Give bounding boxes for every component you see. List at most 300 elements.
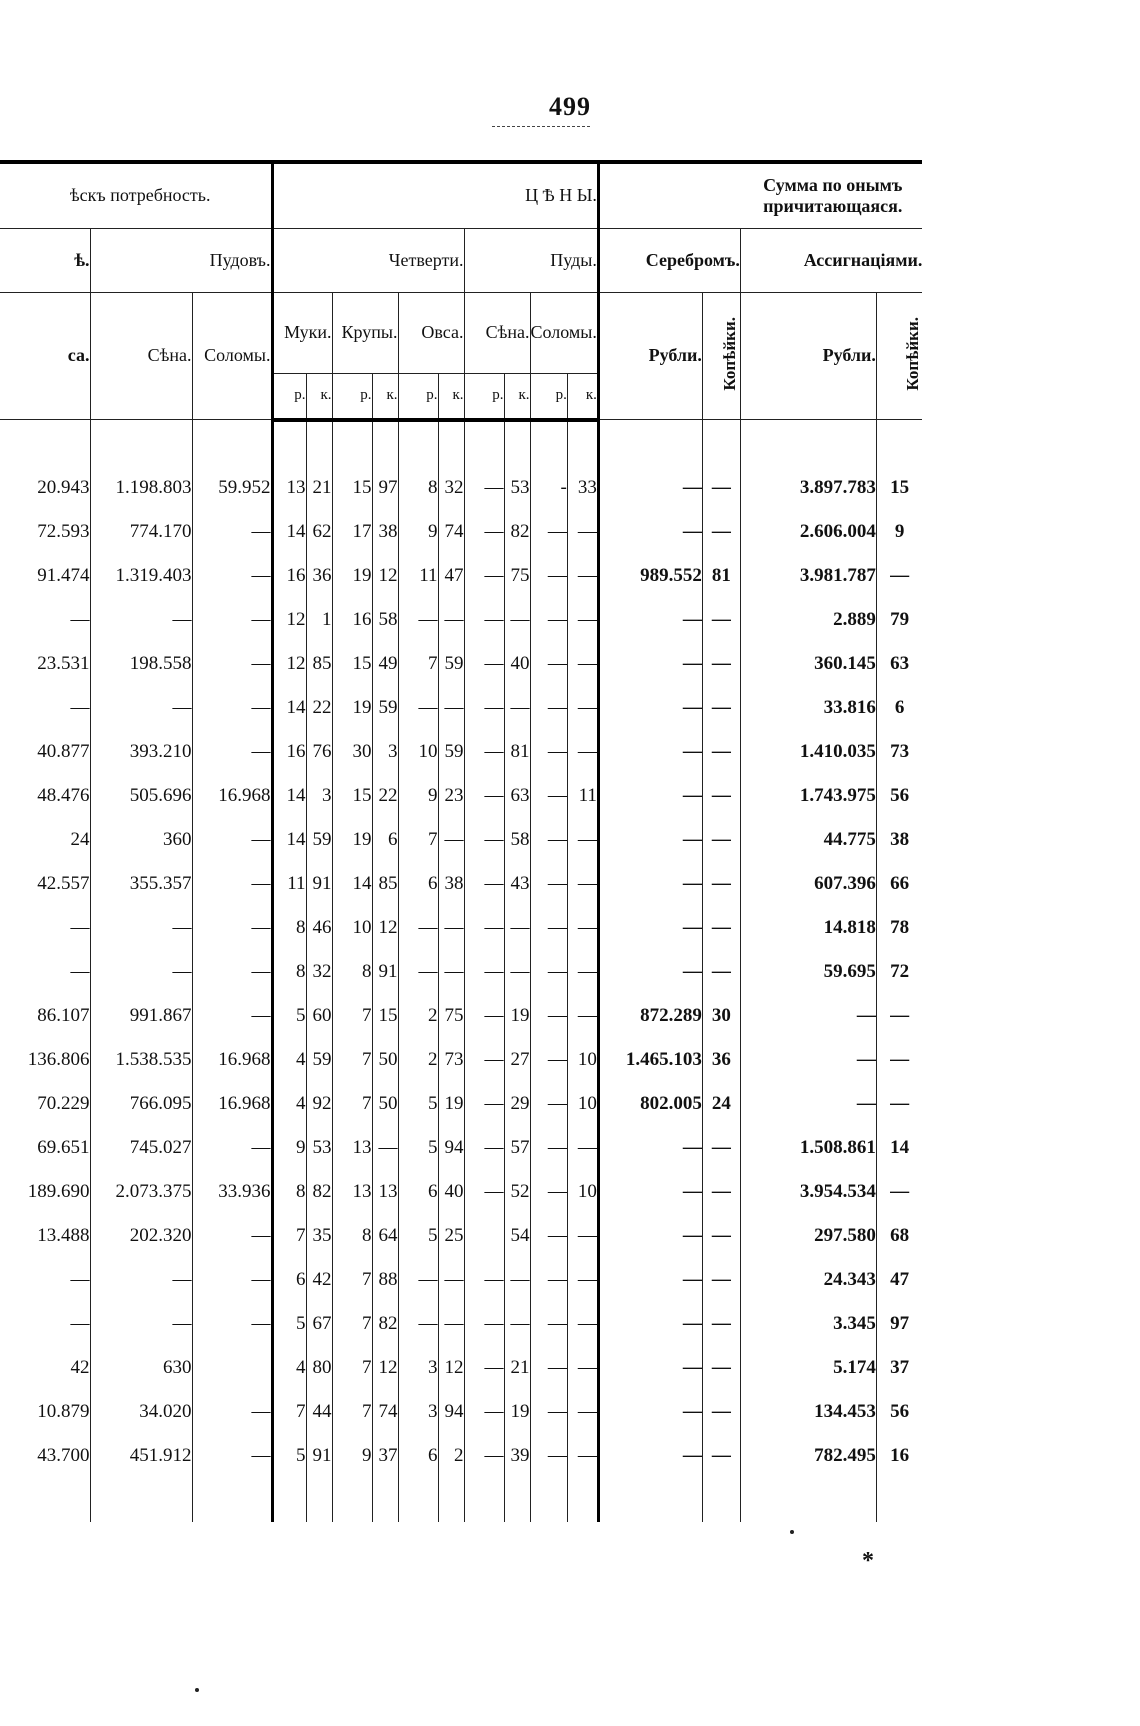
table-row (0, 730, 922, 774)
print-speck (790, 1530, 794, 1534)
cell-kr: 17 (332, 510, 372, 554)
cell-ser_k: — (702, 1258, 740, 1302)
cell-mk: 67 (306, 1302, 332, 1346)
cell-c1: 23.531 (37, 652, 90, 674)
cell-ok: 32 (438, 466, 464, 510)
cell-as_k: 38 (876, 818, 922, 862)
cell-or: 7 (398, 642, 438, 686)
rk-k: к. (372, 373, 398, 420)
header-sum: Сумма по онымъ причитающаяся. (598, 162, 922, 228)
cell-mr: 9 (272, 1126, 306, 1170)
cell-c3: — (192, 818, 272, 862)
cell-c3: — (192, 642, 272, 686)
cell-sk: 82 (504, 510, 530, 554)
table-row (0, 818, 922, 862)
table-row (0, 950, 922, 994)
rk-r: р. (530, 373, 567, 420)
cell-kr: 14 (332, 862, 372, 906)
cell-kr: 16 (332, 598, 372, 642)
cell-sr: — (464, 774, 504, 818)
cell-ser_k: 24 (702, 1082, 740, 1126)
cell-c1: 69.651 (37, 1136, 90, 1158)
cell-as_k: 9 (876, 510, 922, 554)
cell-or: 10 (398, 730, 438, 774)
cell-mk: 82 (306, 1170, 332, 1214)
cell-as_k: — (876, 1038, 922, 1082)
cell-mr: 8 (272, 906, 306, 950)
cell-mk: 85 (306, 642, 332, 686)
cell-mr: 14 (272, 774, 306, 818)
cell-as_k: 79 (876, 598, 922, 642)
cell-as_k: — (876, 1170, 922, 1214)
rk-k: к. (438, 373, 464, 420)
table-row (0, 906, 922, 950)
cell-kk: — (372, 1126, 398, 1170)
cell-ok: 19 (438, 1082, 464, 1126)
cell-lr: — (530, 1214, 567, 1258)
cell-mr: 16 (272, 730, 306, 774)
cell-lr: — (530, 554, 567, 598)
cell-kk: 6 (372, 818, 398, 862)
cell-lr: — (530, 950, 567, 994)
cell-c3: — (192, 1434, 272, 1478)
cell-or: 2 (398, 994, 438, 1038)
cell-sr: — (464, 642, 504, 686)
cell-mk: 21 (306, 466, 332, 510)
cell-lr: — (530, 862, 567, 906)
cell-or: — (398, 1302, 438, 1346)
cell-c2: 451.912 (90, 1434, 192, 1478)
cell-or: 6 (398, 1170, 438, 1214)
cell-c3: 16.968 (192, 1038, 272, 1082)
cell-ok: 75 (438, 994, 464, 1038)
cell-ok: — (438, 598, 464, 642)
rk-k: к. (306, 373, 332, 420)
header-sub-left: ѣ. (0, 228, 90, 292)
cell-as_r: 2.606.004 (740, 510, 876, 554)
cell-lr: — (530, 906, 567, 950)
cell-ser_k: — (702, 1434, 740, 1478)
cell-c3: — (192, 1214, 272, 1258)
cell-kk: 12 (372, 906, 398, 950)
cell-lr: — (530, 598, 567, 642)
cell-mr: 12 (272, 598, 306, 642)
header-assignatsii: Ассигнаціями. (740, 228, 922, 292)
cell-c1: 24 (70, 828, 90, 850)
cell-or: 2 (398, 1038, 438, 1082)
cell-c3: 16.968 (192, 1082, 272, 1126)
cell-mk: 1 (306, 598, 332, 642)
cell-c1: 48.476 (37, 784, 90, 806)
cell-kr: 8 (332, 1214, 372, 1258)
cell-as_r: 3.345 (740, 1302, 876, 1346)
cell-mk: 22 (306, 686, 332, 730)
cell-ser_r: — (598, 466, 702, 510)
cell-ok: 12 (438, 1346, 464, 1390)
cell-lk: — (567, 1258, 598, 1302)
cell-c3: — (192, 1302, 272, 1346)
cell-ok: 40 (438, 1170, 464, 1214)
cell-sk: 19 (504, 994, 530, 1038)
cell-kr: 13 (332, 1170, 372, 1214)
cell-ser_r: — (598, 1170, 702, 1214)
cell-mr: 11 (272, 862, 306, 906)
cell-lk: — (567, 818, 598, 862)
cell-sr: — (464, 994, 504, 1038)
cell-sr: — (464, 510, 504, 554)
cell-as_r: 782.495 (740, 1434, 876, 1478)
cell-c2: 1.319.403 (90, 554, 192, 598)
cell-c2: 355.357 (90, 862, 192, 906)
cell-mk: 59 (306, 818, 332, 862)
cell-ser_k: — (702, 466, 740, 510)
cell-ok: — (438, 950, 464, 994)
cell-kk: 50 (372, 1082, 398, 1126)
cell-kr: 15 (332, 466, 372, 510)
cell-sk: 54 (504, 1214, 530, 1258)
cell-kr: 15 (332, 642, 372, 686)
cell-or: — (398, 686, 438, 730)
cell-c2: 774.170 (90, 510, 192, 554)
cell-sr: — (464, 1434, 504, 1478)
cell-c2: — (90, 1258, 192, 1302)
cell-ok: 59 (438, 642, 464, 686)
cell-sr: — (464, 686, 504, 730)
table-row (0, 994, 922, 1038)
cell-as_r: 297.580 (740, 1214, 876, 1258)
cell-or: 5 (398, 1126, 438, 1170)
cell-c3: 33.936 (192, 1170, 272, 1214)
cell-c2: 505.696 (90, 774, 192, 818)
cell-c2: 34.020 (90, 1390, 192, 1434)
cell-mk: 32 (306, 950, 332, 994)
cell-sr: — (464, 730, 504, 774)
cell-kr: 7 (332, 994, 372, 1038)
footnote-asterisk: * (862, 1548, 874, 1574)
cell-c1: 42 (70, 1356, 90, 1378)
cell-lr: — (530, 994, 567, 1038)
cell-ok: 2 (438, 1434, 464, 1478)
cell-kk: 97 (372, 466, 398, 510)
cell-c2: 360 (90, 818, 192, 862)
cell-sk: — (504, 1258, 530, 1302)
cell-ser_r: — (598, 598, 702, 642)
cell-mk: 59 (306, 1038, 332, 1082)
cell-mk: 91 (306, 862, 332, 906)
cell-as_k: 56 (876, 774, 922, 818)
cell-lk: 33 (567, 466, 598, 510)
header-prices: Ц Ѣ Н Ы. (272, 162, 598, 228)
cell-as_k: — (876, 1082, 922, 1126)
cell-c2: — (90, 598, 192, 642)
cell-ser_r: — (598, 1346, 702, 1390)
header-need: ѣскъ потребность. (0, 162, 272, 228)
cell-lk: — (567, 1302, 598, 1346)
cell-mr: 8 (272, 950, 306, 994)
header-col-sena: Сѣна. (90, 292, 192, 420)
cell-mk: 60 (306, 994, 332, 1038)
cell-mk: 92 (306, 1082, 332, 1126)
cell-ok: — (438, 906, 464, 950)
table-row (0, 774, 922, 818)
cell-kr: 7 (332, 1346, 372, 1390)
cell-lk: — (567, 1214, 598, 1258)
cell-kk: 12 (372, 554, 398, 598)
cell-mr: 16 (272, 554, 306, 598)
cell-mk: 35 (306, 1214, 332, 1258)
cell-ok: 47 (438, 554, 464, 598)
cell-c1: 70.229 (37, 1092, 90, 1114)
cell-c1: 13.488 (37, 1224, 90, 1246)
table-tail (0, 1478, 922, 1522)
cell-ser_k: — (702, 642, 740, 686)
header-serebrom: Серебромъ. (598, 228, 740, 292)
cell-c1: — (70, 696, 90, 718)
table-row (0, 466, 922, 510)
cell-ser_r: — (598, 1302, 702, 1346)
cell-sk: 58 (504, 818, 530, 862)
cell-kk: 3 (372, 730, 398, 774)
cell-as_k: — (876, 994, 922, 1038)
cell-kr: 7 (332, 1082, 372, 1126)
header-col-rubli: Рубли. (598, 292, 702, 420)
cell-ser_r: — (598, 730, 702, 774)
cell-lk: — (567, 1390, 598, 1434)
cell-as_r: 33.816 (740, 686, 876, 730)
cell-as_r: 607.396 (740, 862, 876, 906)
header-col-sena-price: Сѣна. (464, 292, 530, 373)
header-col-kopeiki: Копѣйки. (720, 316, 740, 391)
cell-sr: — (464, 466, 504, 510)
cell-as_r: 3.954.534 (740, 1170, 876, 1214)
print-speck (195, 1688, 199, 1692)
cell-ok: — (438, 818, 464, 862)
table-row (0, 510, 922, 554)
cell-or: — (398, 950, 438, 994)
cell-ser_r: — (598, 642, 702, 686)
cell-ser_r: — (598, 1214, 702, 1258)
cell-c3: — (192, 554, 272, 598)
page-number-rule (492, 126, 590, 127)
cell-kr: 13 (332, 1126, 372, 1170)
cell-as_k: 66 (876, 862, 922, 906)
cell-c2: 1.538.535 (90, 1038, 192, 1082)
cell-c3: — (192, 1390, 272, 1434)
cell-or: — (398, 906, 438, 950)
cell-kr: 7 (332, 1390, 372, 1434)
cell-sk: 57 (504, 1126, 530, 1170)
table-spacer (0, 420, 922, 466)
cell-ser_r: — (598, 686, 702, 730)
cell-as_r: 1.410.035 (740, 730, 876, 774)
cell-ok: 73 (438, 1038, 464, 1082)
cell-sk: 27 (504, 1038, 530, 1082)
cell-mr: 14 (272, 686, 306, 730)
header-col-left: са. (0, 292, 90, 420)
cell-mk: 76 (306, 730, 332, 774)
cell-lk: 10 (567, 1038, 598, 1082)
cell-c3: — (192, 1258, 272, 1302)
cell-as_r: 5.174 (740, 1346, 876, 1390)
table-row (0, 1390, 922, 1434)
cell-lk: — (567, 950, 598, 994)
cell-sr: — (464, 1126, 504, 1170)
cell-mr: 7 (272, 1214, 306, 1258)
cell-or: 8 (398, 466, 438, 510)
cell-kk: 37 (372, 1434, 398, 1478)
cell-sr: — (464, 950, 504, 994)
rk-r: р. (332, 373, 372, 420)
cell-ser_k: — (702, 1346, 740, 1390)
cell-mr: 5 (272, 1302, 306, 1346)
page-number: 499 (549, 92, 591, 121)
cell-kr: 10 (332, 906, 372, 950)
cell-lk: — (567, 642, 598, 686)
cell-as_r: — (740, 1082, 876, 1126)
cell-mr: 6 (272, 1258, 306, 1302)
cell-mr: 7 (272, 1390, 306, 1434)
cell-sk: 53 (504, 466, 530, 510)
cell-sk: — (504, 1302, 530, 1346)
cell-as_r: 3.981.787 (740, 554, 876, 598)
cell-kk: 12 (372, 1346, 398, 1390)
cell-ok: — (438, 1258, 464, 1302)
cell-lr: — (530, 774, 567, 818)
cell-sk: 39 (504, 1434, 530, 1478)
cell-kr: 7 (332, 1038, 372, 1082)
cell-sr: — (464, 598, 504, 642)
table-row (0, 1302, 922, 1346)
cell-mk: 53 (306, 1126, 332, 1170)
cell-or: 9 (398, 774, 438, 818)
cell-ser_k: — (702, 1126, 740, 1170)
cell-lk: 10 (567, 1170, 598, 1214)
rk-r: р. (272, 373, 306, 420)
cell-ok: 23 (438, 774, 464, 818)
cell-kk: 64 (372, 1214, 398, 1258)
cell-sk: 40 (504, 642, 530, 686)
cell-kk: 22 (372, 774, 398, 818)
cell-sk: 21 (504, 1346, 530, 1390)
header-pudy: Пуды. (464, 228, 598, 292)
cell-c3: — (192, 1126, 272, 1170)
header-col-krupy: Крупы. (332, 292, 398, 373)
header-col-soloma-price: Соломы. (530, 292, 598, 373)
cell-c1: 86.107 (37, 1004, 90, 1026)
cell-ok: — (438, 1302, 464, 1346)
table-row (0, 686, 922, 730)
cell-mr: 8 (272, 1170, 306, 1214)
cell-mr: 14 (272, 510, 306, 554)
cell-lk: — (567, 598, 598, 642)
cell-kk: 13 (372, 1170, 398, 1214)
cell-lk: — (567, 510, 598, 554)
header-col-ovsa: Овса. (398, 292, 464, 373)
cell-ok: 38 (438, 862, 464, 906)
cell-ser_k: — (702, 686, 740, 730)
cell-as_r: — (740, 994, 876, 1038)
cell-c1: — (70, 916, 90, 938)
table-row (0, 554, 922, 598)
cell-sr: — (464, 1390, 504, 1434)
cell-kr: 19 (332, 554, 372, 598)
cell-c3: — (192, 906, 272, 950)
table-row (0, 1346, 922, 1390)
ledger-table (0, 160, 922, 1522)
cell-c3: — (192, 862, 272, 906)
cell-c1: 91.474 (37, 564, 90, 586)
cell-sk: — (504, 686, 530, 730)
cell-lr: — (530, 1434, 567, 1478)
cell-lk: — (567, 1126, 598, 1170)
table-row (0, 1126, 922, 1170)
table-row (0, 1082, 922, 1126)
cell-lk: 10 (567, 1082, 598, 1126)
cell-lr: — (530, 1346, 567, 1390)
cell-as_r: 24.343 (740, 1258, 876, 1302)
cell-kr: 8 (332, 950, 372, 994)
cell-ser_r: — (598, 1126, 702, 1170)
cell-ser_r: — (598, 950, 702, 994)
cell-ok: 74 (438, 510, 464, 554)
cell-ser_k: 36 (702, 1038, 740, 1082)
cell-c3: 59.952 (192, 466, 272, 510)
cell-as_r: 2.889 (740, 598, 876, 642)
cell-c1: 42.557 (37, 872, 90, 894)
cell-or: 5 (398, 1214, 438, 1258)
cell-c2: 630 (90, 1346, 192, 1390)
cell-as_k: 6 (876, 686, 922, 730)
cell-c1: 136.806 (27, 1048, 90, 1070)
rk-r: р. (398, 373, 438, 420)
cell-as_k: 16 (876, 1434, 922, 1478)
cell-kr: 7 (332, 1302, 372, 1346)
cell-c2: — (90, 906, 192, 950)
cell-as_r: — (740, 1038, 876, 1082)
cell-as_k: 68 (876, 1214, 922, 1258)
cell-mr: 4 (272, 1082, 306, 1126)
cell-mr: 4 (272, 1346, 306, 1390)
cell-kk: 91 (372, 950, 398, 994)
table-row (0, 862, 922, 906)
cell-c3: 16.968 (192, 774, 272, 818)
cell-lr: — (530, 1258, 567, 1302)
header-col-kopeiki-cell (702, 292, 740, 420)
cell-or: 3 (398, 1346, 438, 1390)
cell-sr: — (464, 862, 504, 906)
cell-c2: 393.210 (90, 730, 192, 774)
cell-ser_k: — (702, 730, 740, 774)
cell-sr: — (464, 818, 504, 862)
cell-sk: 19 (504, 1390, 530, 1434)
cell-c2: 202.320 (90, 1214, 192, 1258)
cell-kr: 15 (332, 774, 372, 818)
cell-lr: — (530, 1082, 567, 1126)
rk-k: к. (567, 373, 598, 420)
cell-ok: — (438, 686, 464, 730)
cell-c1: — (70, 608, 90, 630)
cell-sr: — (464, 906, 504, 950)
rk-r: р. (464, 373, 504, 420)
cell-as_k: 37 (876, 1346, 922, 1390)
cell-c3: — (192, 510, 272, 554)
cell-ser_k: — (702, 1170, 740, 1214)
cell-ser_k: — (702, 818, 740, 862)
cell-or: 11 (398, 554, 438, 598)
cell-as_k: 78 (876, 906, 922, 950)
cell-c3: — (192, 598, 272, 642)
cell-as_r: 3.897.783 (740, 466, 876, 510)
